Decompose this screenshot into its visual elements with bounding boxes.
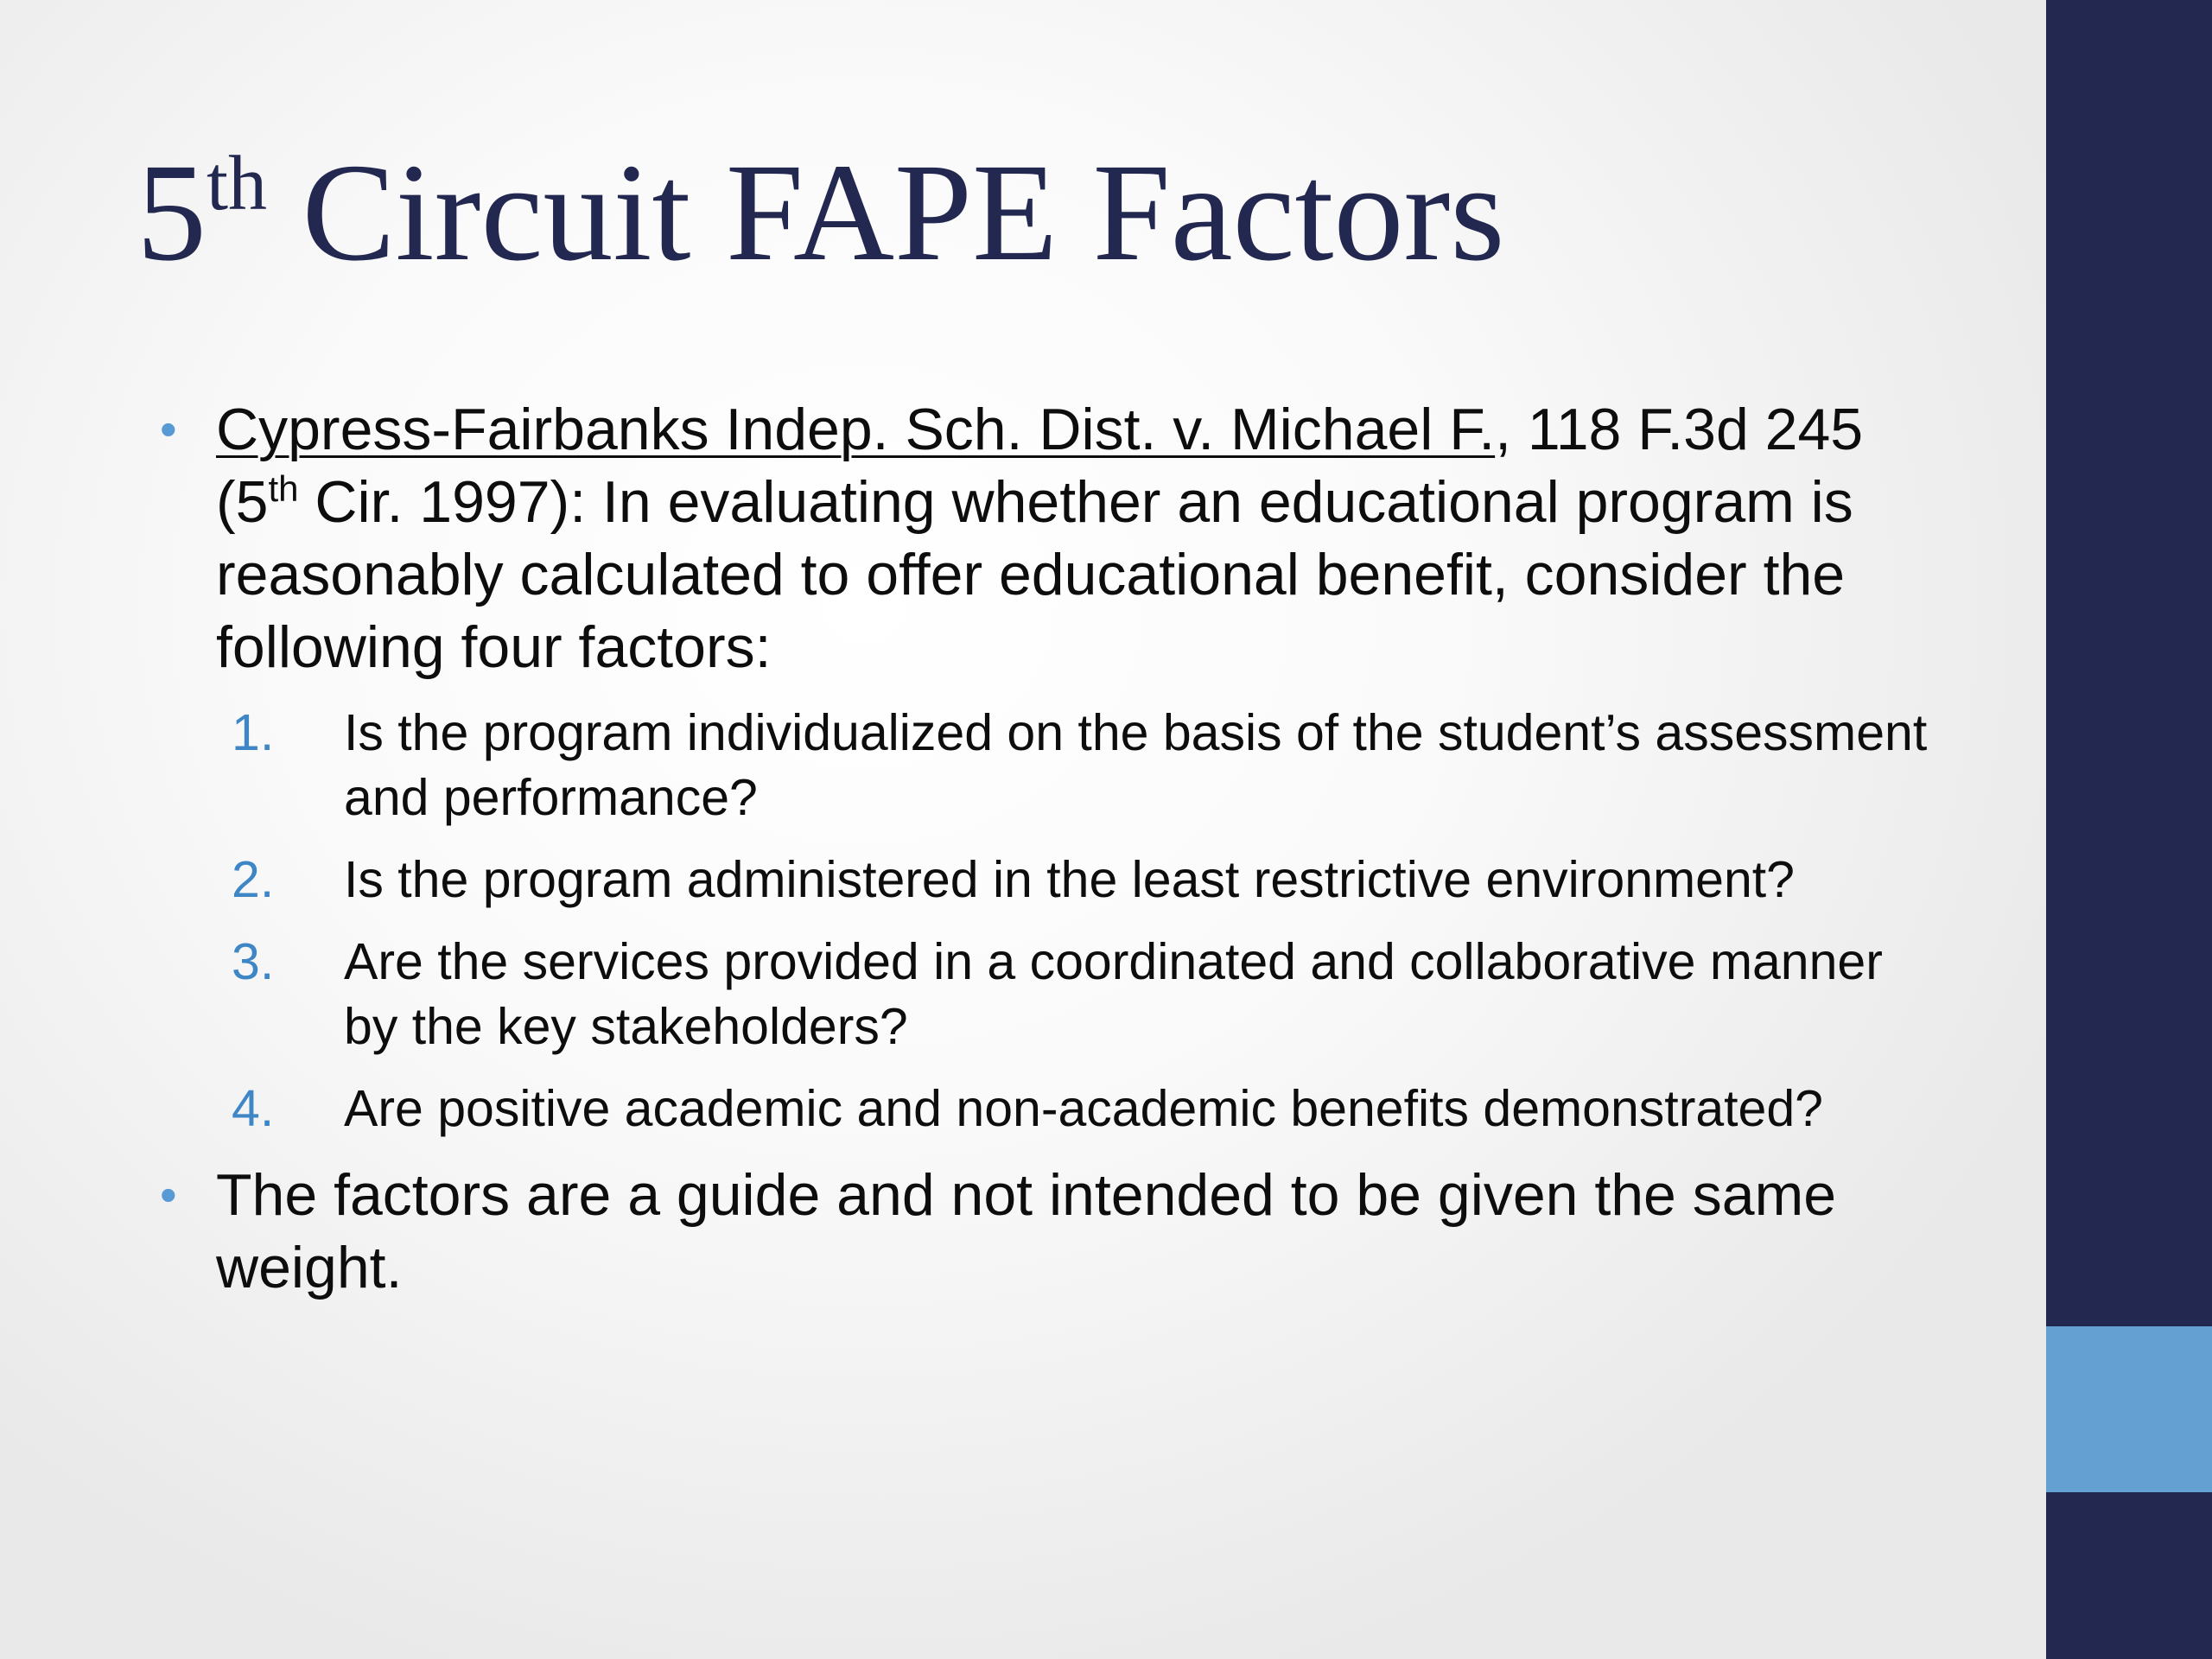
factor-number: 1. — [232, 704, 275, 761]
slide-title — [137, 130, 1994, 297]
bullet-factors-guide — [160, 1159, 1940, 1304]
factor-item — [160, 848, 1940, 912]
case-summary-text: Cir. 1997): In evaluating whether an educational program is reasonably calculated to offer educational benefit, consider the following four factors: — [216, 469, 1853, 680]
case-name: Cypress-Fairbanks Indep. Sch. Dist. v. Michael F. — [216, 397, 1496, 462]
citation-ordinal-suffix: th — [268, 468, 299, 509]
factor-text: Is the program individualized on the basis of the student’s assessment and performance? — [344, 704, 1928, 826]
factor-item — [160, 1077, 1940, 1141]
factors-list — [160, 701, 1940, 1141]
bullet-text: The factors are a guide and not intended to be given the same weight. — [216, 1162, 1837, 1300]
factor-text: Are the services provided in a coordinated and collaborative manner by the key stakeholders? — [344, 933, 1883, 1055]
factor-item — [160, 930, 1940, 1059]
bullet-marker-icon: • — [160, 1167, 177, 1222]
decorative-sidebar — [2046, 0, 2212, 1659]
factor-text: Is the program administered in the least restrictive environment? — [344, 851, 1795, 908]
slide-content — [160, 393, 1940, 1304]
bullet-case-summary — [160, 393, 1940, 683]
bullet-marker-icon: • — [160, 402, 177, 456]
factor-number: 4. — [232, 1080, 275, 1137]
factor-text: Are positive academic and non-academic benefits demonstrated? — [344, 1080, 1823, 1137]
case-citation: , 118 F.3d 245 (5 — [216, 397, 1864, 535]
sidebar-accent-block — [2046, 1326, 2212, 1492]
title-number: 5 — [137, 136, 207, 290]
title-ordinal-suffix: th — [207, 141, 268, 226]
title-text: Circuit FAPE Factors — [267, 136, 1505, 290]
factor-item — [160, 701, 1940, 830]
factor-number: 3. — [232, 933, 275, 990]
factor-number: 2. — [232, 851, 275, 908]
